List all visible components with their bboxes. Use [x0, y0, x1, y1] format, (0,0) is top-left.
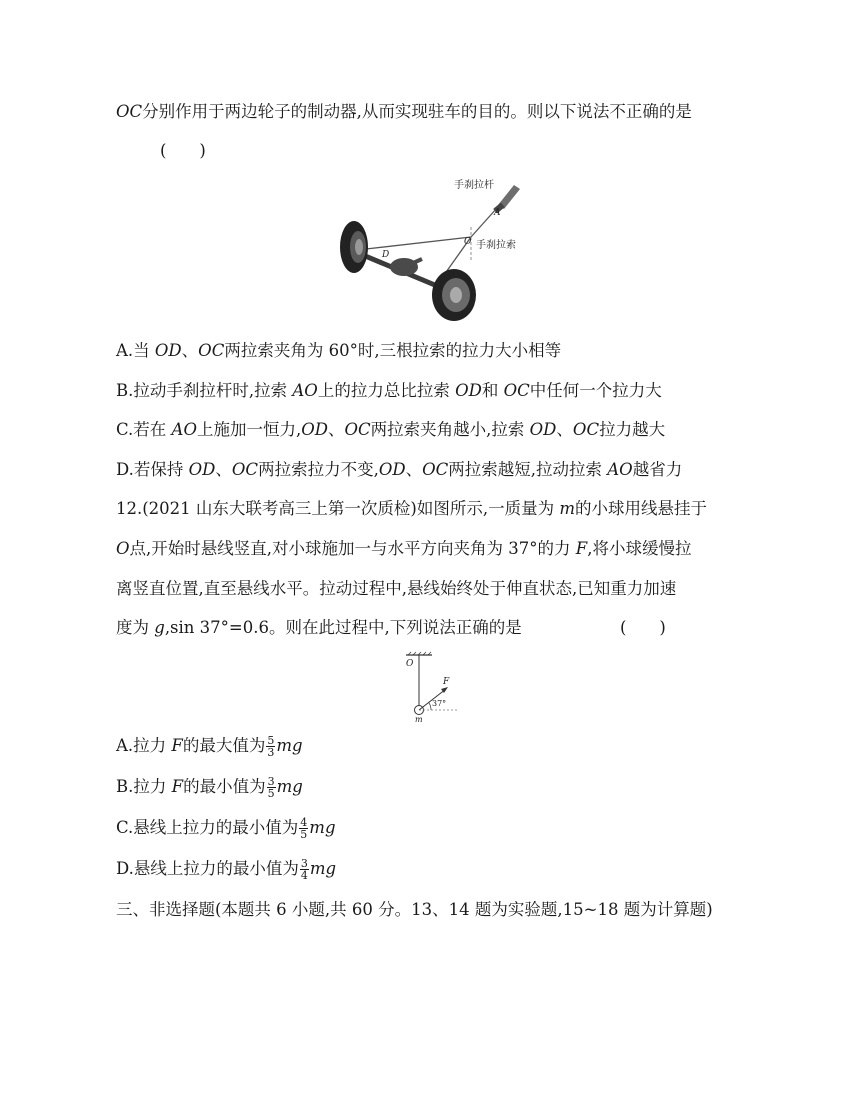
label-m: m — [415, 715, 423, 723]
fraction: $\frac{5}{3}$ — [267, 734, 275, 759]
math-variable: OD — [154, 341, 182, 360]
math-variable: g — [154, 618, 165, 637]
angle-arc — [429, 703, 431, 710]
fraction: $\frac{3}{4}$ — [300, 857, 308, 882]
math-variable: m — [559, 499, 575, 518]
cable-od — [366, 237, 471, 249]
text-run: ,sin 37°=0.6。则在此过程中,下列说法正确的是 — [164, 618, 522, 637]
math-variable: OC — [503, 381, 530, 400]
text-run: 两拉索夹角越小,拉索 — [370, 420, 530, 439]
text-run: 离竖直位置,直至悬线水平。拉动过程中,悬线始终处于伸直状态,已知重力加速 — [116, 579, 677, 598]
math-variable: AO — [171, 420, 197, 439]
math-variable: OC — [231, 460, 259, 479]
section-3-heading: 三、非选择题(本题共 6 小题,共 60 分。13、14 题为实验题,15~18 题为计算题) — [116, 900, 713, 919]
text-run: 上的拉力总比拉索 — [317, 381, 456, 400]
math-variable: AO — [607, 460, 633, 479]
q12-option-b: B.拉力 F的最小值为 $\frac{3}{5}$ mg — [116, 775, 303, 800]
text-run: 的小球用线悬挂于 — [575, 499, 707, 518]
text-run: 度为 — [116, 618, 155, 637]
text-run: 两拉索拉力不变, — [258, 460, 379, 479]
math-variable: OC — [422, 460, 449, 479]
label-cable: 手刹拉索 — [476, 240, 516, 251]
label-angle: 37° — [432, 699, 447, 708]
text-run: 、 — [405, 460, 423, 479]
q11-option-d — [116, 459, 682, 481]
math-variable: OD — [378, 460, 406, 479]
text-run: 和 — [481, 381, 504, 400]
q12-stem-line-3 — [116, 578, 676, 600]
text-run: 、 — [328, 420, 345, 439]
math-variable: OC — [344, 420, 371, 439]
text-run: 中任何一个拉力大 — [529, 381, 662, 400]
q12-stem-line-4 — [116, 617, 522, 639]
q11-option-b — [116, 380, 662, 402]
q12-option-a: A.拉力 F的最大值为 $\frac{5}{3}$ mg — [116, 734, 303, 759]
q12-stem-line-1 — [116, 498, 707, 520]
q11-stem: OC分别作用于两边轮子的制动器,从而实现驻车的目的。则以下说法不正确的是 — [116, 102, 692, 121]
text-run: 两拉索夹角为 60°时,三根拉索的拉力大小相等 — [224, 341, 562, 360]
math-variable: OD — [188, 460, 216, 479]
math-variable: AO — [292, 381, 318, 400]
math-variable: OC — [572, 420, 600, 439]
text-run: 、 — [215, 460, 232, 479]
math-variable: O — [116, 539, 130, 558]
text-run: 12.(2021 山东大联考高三上第一次质检)如图所示,一质量为 — [116, 499, 560, 518]
text-run: 上施加一恒力, — [196, 420, 302, 439]
math-variable: OD — [455, 381, 482, 400]
text-run: C.若在 — [116, 420, 172, 439]
left-wheel-icon — [340, 221, 368, 273]
fraction: $\frac{3}{5}$ — [267, 775, 275, 800]
q11-option-a — [116, 340, 561, 362]
q12-answer-blank: ( ) — [620, 618, 666, 637]
label-o: O — [464, 237, 472, 247]
label-f: F — [443, 677, 450, 687]
q12-stem-line-2 — [116, 538, 691, 560]
text-run: D.若保持 — [116, 460, 189, 479]
fraction: $\frac{4}{5}$ — [300, 816, 308, 841]
label-handbrake: 手刹拉杆 — [454, 180, 494, 191]
text-run: 、 — [556, 420, 573, 439]
text-run: 、 — [181, 341, 199, 360]
text-run: 越省力 — [632, 460, 683, 479]
math-variable: OC — [198, 341, 225, 360]
math-variable: F — [575, 539, 588, 558]
text-run: 点,开始时悬线竖直,对小球施加一与水平方向夹角为 37°的力 — [129, 539, 576, 558]
label-c: C — [437, 276, 444, 286]
label-o: O — [406, 659, 414, 669]
text-run: 两拉索越短,拉动拉索 — [448, 460, 608, 479]
text-run: 拉力越大 — [599, 420, 666, 439]
label-a: A — [494, 208, 501, 218]
pendulum-figure — [404, 651, 464, 723]
text-run: ,将小球缓慢拉 — [587, 539, 692, 558]
q11-answer-blank: ( ) — [160, 141, 206, 160]
handbrake-figure — [336, 175, 526, 325]
q12-option-c: C.悬线上拉力的最小值为 $\frac{4}{5}$ mg — [116, 816, 336, 841]
math-variable: OD — [529, 420, 557, 439]
text-run: B.拉动手刹拉杆时,拉索 — [116, 381, 293, 400]
q12-option-d: D.悬线上拉力的最小值为 $\frac{3}{4}$ mg — [116, 857, 337, 882]
math-variable: OD — [301, 420, 328, 439]
text-run: A.当 — [116, 341, 155, 360]
q11-option-c — [116, 419, 665, 441]
label-d: D — [382, 250, 390, 260]
